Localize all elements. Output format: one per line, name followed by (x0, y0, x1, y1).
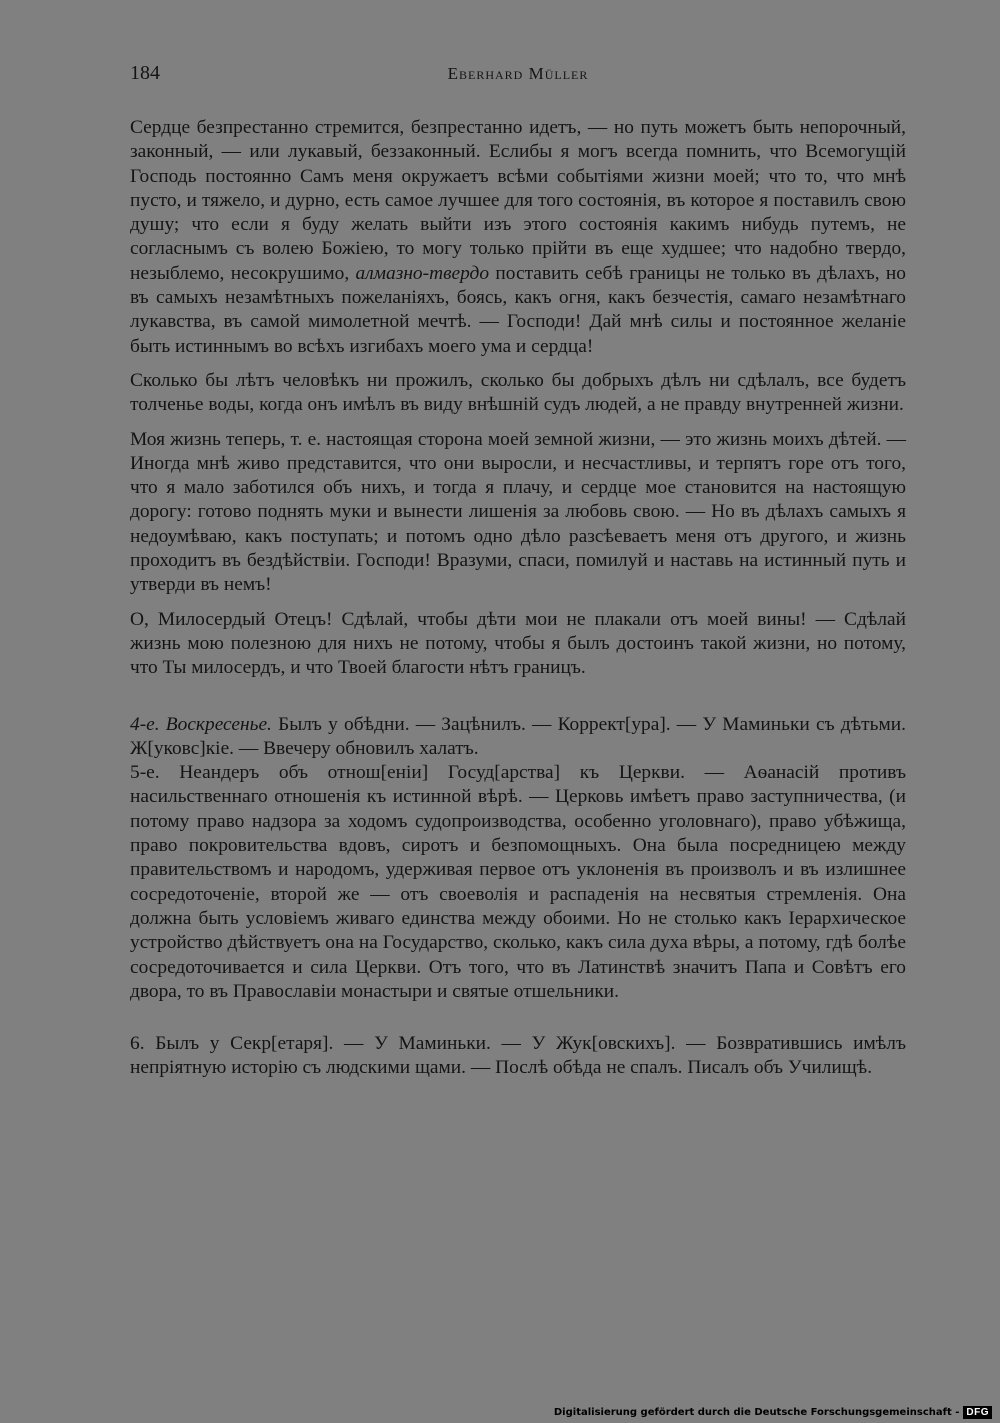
credit-text: Digitalisierung gefördert durch die Deutsche Forschungsgemeinschaft - (553, 1407, 960, 1418)
dfg-logo: DFG (963, 1406, 992, 1419)
italic-phrase: алмазно-твердо (355, 262, 490, 284)
diary-entry: 5-е. Неандеръ объ отнош[еніи] Госуд[арства] къ Церкви. — Аѳанасій противъ насильственнаго отношенія къ истинной вѣрѣ. — Церковь имѣетъ право заступничества, (и потому право надзора за ходомъ судопроизводства, особенно уголовнаго), право убѣжища, право покровительства вдовъ, сиротъ и безпомощныхъ. Она была посредницею между правительствомъ и народомъ, удерживая первое отъ уклоненія въ произволъ и въ излишнее сосредоточеніе, второй же — отъ своеволія и распаденія на несвятыя стремленія. Она должна быть условіемъ живаго единства между обоими. Но не столько какъ Іерархическое устройство дѣйствуетъ она на Государство, сколько, какъ сила духа вѣры, а потому, гдѣ болѣе сосредоточивается и сила Церкви. Отъ того, что въ Латинствѣ значитъ Папа и Совѣтъ его двора, то въ Православіи монастыри и святые отшельники. (130, 762, 906, 1002)
paragraph: О, Милосердый Отецъ! Сдѣлай, чтобы дѣти мои не плакали отъ моей вины! — Сдѣлай жизнь мою полезною для нихъ не потому, чтобы я былъ достоинъ такой жизни, но потому, что Ты милосердъ, и что Твоей благости нѣтъ границъ. (130, 608, 906, 679)
paragraph: Моя жизнь теперь, т. е. настоящая сторона моей земной жизни, — это жизнь моихъ дѣтей. — Иногда мнѣ живо представится, что они выросли, и несчастливы, и терпятъ горе отъ того, что я мало заботился объ нихъ, и тогда я плачу, и сердце мое становится на настоящую дорогу: готово поднять муки и вынести лишенія за любовь свою. — Но въ дѣлахъ самыхъ я недоумѣваю, какъ поступать; и потомъ одно дѣло разсѣеваетъ меня отъ другого, и жизнь проходитъ въ бездѣйствіи. Господи! Вразуми, спаси, помилуй и наставь на истинный путь и утверди въ немъ! (130, 428, 906, 596)
diary-entry (130, 713, 906, 762)
section-gap (130, 691, 906, 713)
entry-text: Былъ у обѣдни. — Зацѣнилъ. — Коррект[ура]. — У Маминьки съ дѣтьми. Ж[уковс]кіе. — Ввечеру обновилъ халатъ. (130, 713, 906, 759)
paragraph (130, 116, 906, 359)
paragraph-text: поставить себѣ границы не только въ дѣлахъ, но въ самыхъ незамѣтныхъ пожеланіяхъ, боясь, какъ огня, какъ безчестія, самаго незамѣтнаго лукавства, въ самой мимолетной мечтѣ. — Господи! Дай мнѣ силы и постоянное желаніе быть истиннымъ во всѣхъ изгибахъ моего ума и сердца! (130, 262, 906, 357)
page-number: 184 (130, 62, 160, 84)
body-text (130, 116, 906, 1091)
running-head: Eberhard Müller (447, 64, 589, 83)
entry-date: 4-е. Воскресенье. (130, 713, 272, 735)
digitization-credit (554, 1406, 992, 1419)
paragraph-text: Сердце безпрестанно стремится, безпрестанно идетъ, — но путь можетъ быть непорочный, законный, — или лукавый, беззаконный. Еслибы я могъ всегда помнить, что Всемогущій Господь постоянно Самъ меня окружаетъ всѣми событіями жизни моей; что то, что мнѣ пусто, и тяжело, и дурно, есть самое лучшее для того состоянія, въ которое я поставилъ свою душу; что если я буду желать выйти изъ этого состоянія какимъ нибудь путемъ, не согласнымъ съ волею Божіею, то могу только прійти въ еще худшее; что надобно твердо, незыблемо, несокрушимо, (130, 117, 906, 284)
diary-entry: 6. Былъ у Секр[етаря]. — У Маминьки. — У Жук[овскихъ]. — Бозвратившись имѣлъ непріятную исторію съ людскими щами. — Послѣ обѣда не спалъ. Писалъ объ Училищѣ. (130, 1033, 906, 1079)
section-gap (130, 1014, 906, 1032)
paragraph: Сколько бы лѣтъ человѣкъ ни прожилъ, сколько бы добрыхъ дѣлъ ни сдѣлалъ, все будетъ толченье воды, когда онъ имѣлъ въ виду внѣшній судъ людей, а не правду внутренней жизни. (130, 369, 906, 416)
page-header (130, 62, 906, 92)
